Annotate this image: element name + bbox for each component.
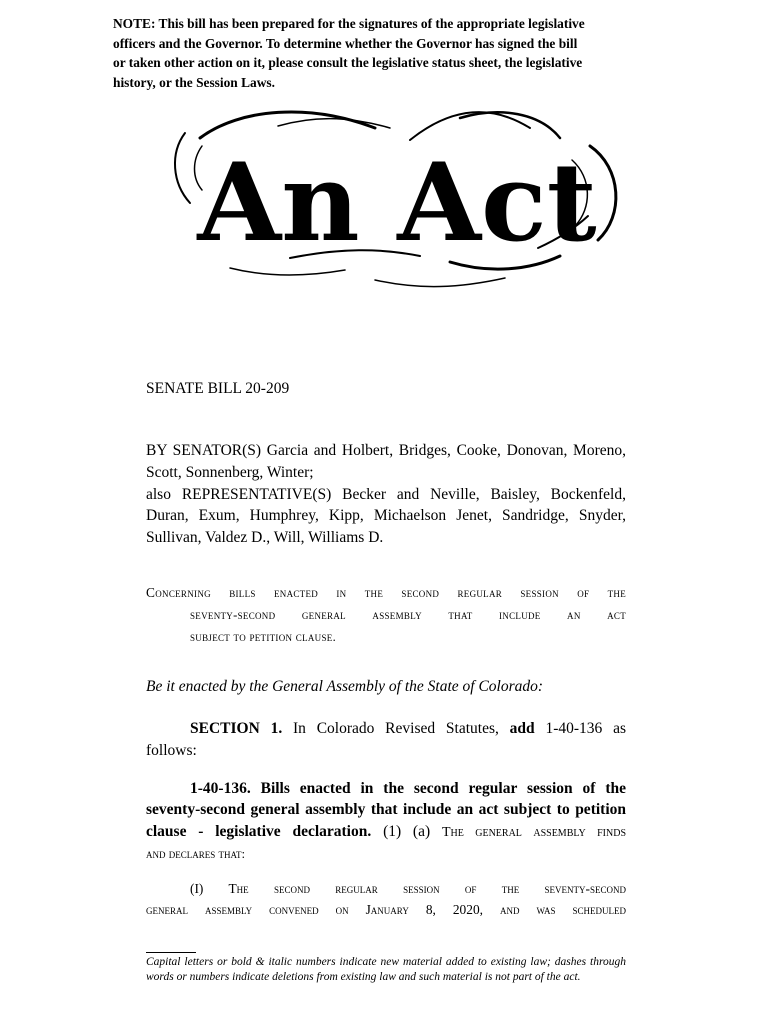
sponsor-line: BY SENATOR(S) Garcia and Holbert, Bridges, Cooke, Donovan, Moreno,: [146, 442, 626, 459]
legislative-note: [113, 14, 658, 92]
note-line: or taken other action on it, please consult the legislative status sheet, the legislative: [113, 55, 583, 70]
section-text: In Colorado Revised Statutes,: [293, 720, 499, 737]
sponsors-block: [146, 440, 626, 549]
paragraph-i: [146, 878, 626, 920]
paragraph-line: (I) The second regular session of the seventy-second: [190, 881, 626, 896]
sponsor-line: Sullivan, Valdez D., Will, Williams D.: [146, 529, 384, 547]
section-add-word: add: [509, 720, 535, 737]
statute-heading-line: 1-40-136. Bills enacted in the second regular session of the: [190, 780, 626, 797]
bill-number: SENATE BILL 20-209: [146, 380, 290, 397]
section-text: follows:: [146, 741, 197, 759]
an-act-logo: [160, 98, 635, 298]
section-1: [146, 718, 626, 761]
footnote-divider: [146, 952, 196, 953]
logo-text: An Act: [197, 140, 597, 266]
note-line: NOTE: This bill has been prepared for the signatures of the appropriate legislative: [113, 16, 585, 31]
bill-title: [146, 582, 626, 648]
sponsor-line: Scott, Sonnenberg, Winter;: [146, 463, 314, 481]
title-line: subject to petition clause.: [190, 630, 337, 644]
section-text: 1-40-136 as: [545, 720, 626, 737]
footnote: Capital letters or bold & italic numbers indicate new material added to existing law; dashes through words or numbers indicate deletions from existing law and such material is not part of the act.: [146, 956, 626, 984]
title-line: seventy-second general assembly that include an act: [190, 608, 626, 622]
section-label: SECTION 1.: [190, 720, 283, 737]
note-line: history, or the Session Laws.: [113, 74, 275, 90]
title-line: Concerning bills enacted in the second regular session of the: [146, 585, 626, 600]
statute-1-40-136: [146, 778, 626, 864]
statute-heading-line: clause - legislative declaration.: [146, 822, 372, 840]
sponsor-line: Duran, Exum, Humphrey, Kipp, Michaelson Jenet, Sandridge, Snyder,: [146, 507, 626, 525]
sponsor-line: also REPRESENTATIVE(S) Becker and Neville, Baisley, Bockenfeld,: [146, 485, 626, 503]
enacting-clause: Be it enacted by the General Assembly of the State of Colorado:: [146, 678, 544, 695]
paragraph-line: general assembly convened on January 8, 2020, and was scheduled: [146, 902, 626, 917]
statute-text: The general assembly finds: [441, 824, 627, 840]
statute-subsection-number: (1) (a): [383, 822, 431, 840]
statute-text: and declares that:: [146, 845, 246, 861]
note-line: officers and the Governor. To determine whether the Governor has signed the bill: [113, 35, 578, 51]
statute-heading-line: seventy-second general assembly that include an act subject to petition: [146, 801, 626, 819]
